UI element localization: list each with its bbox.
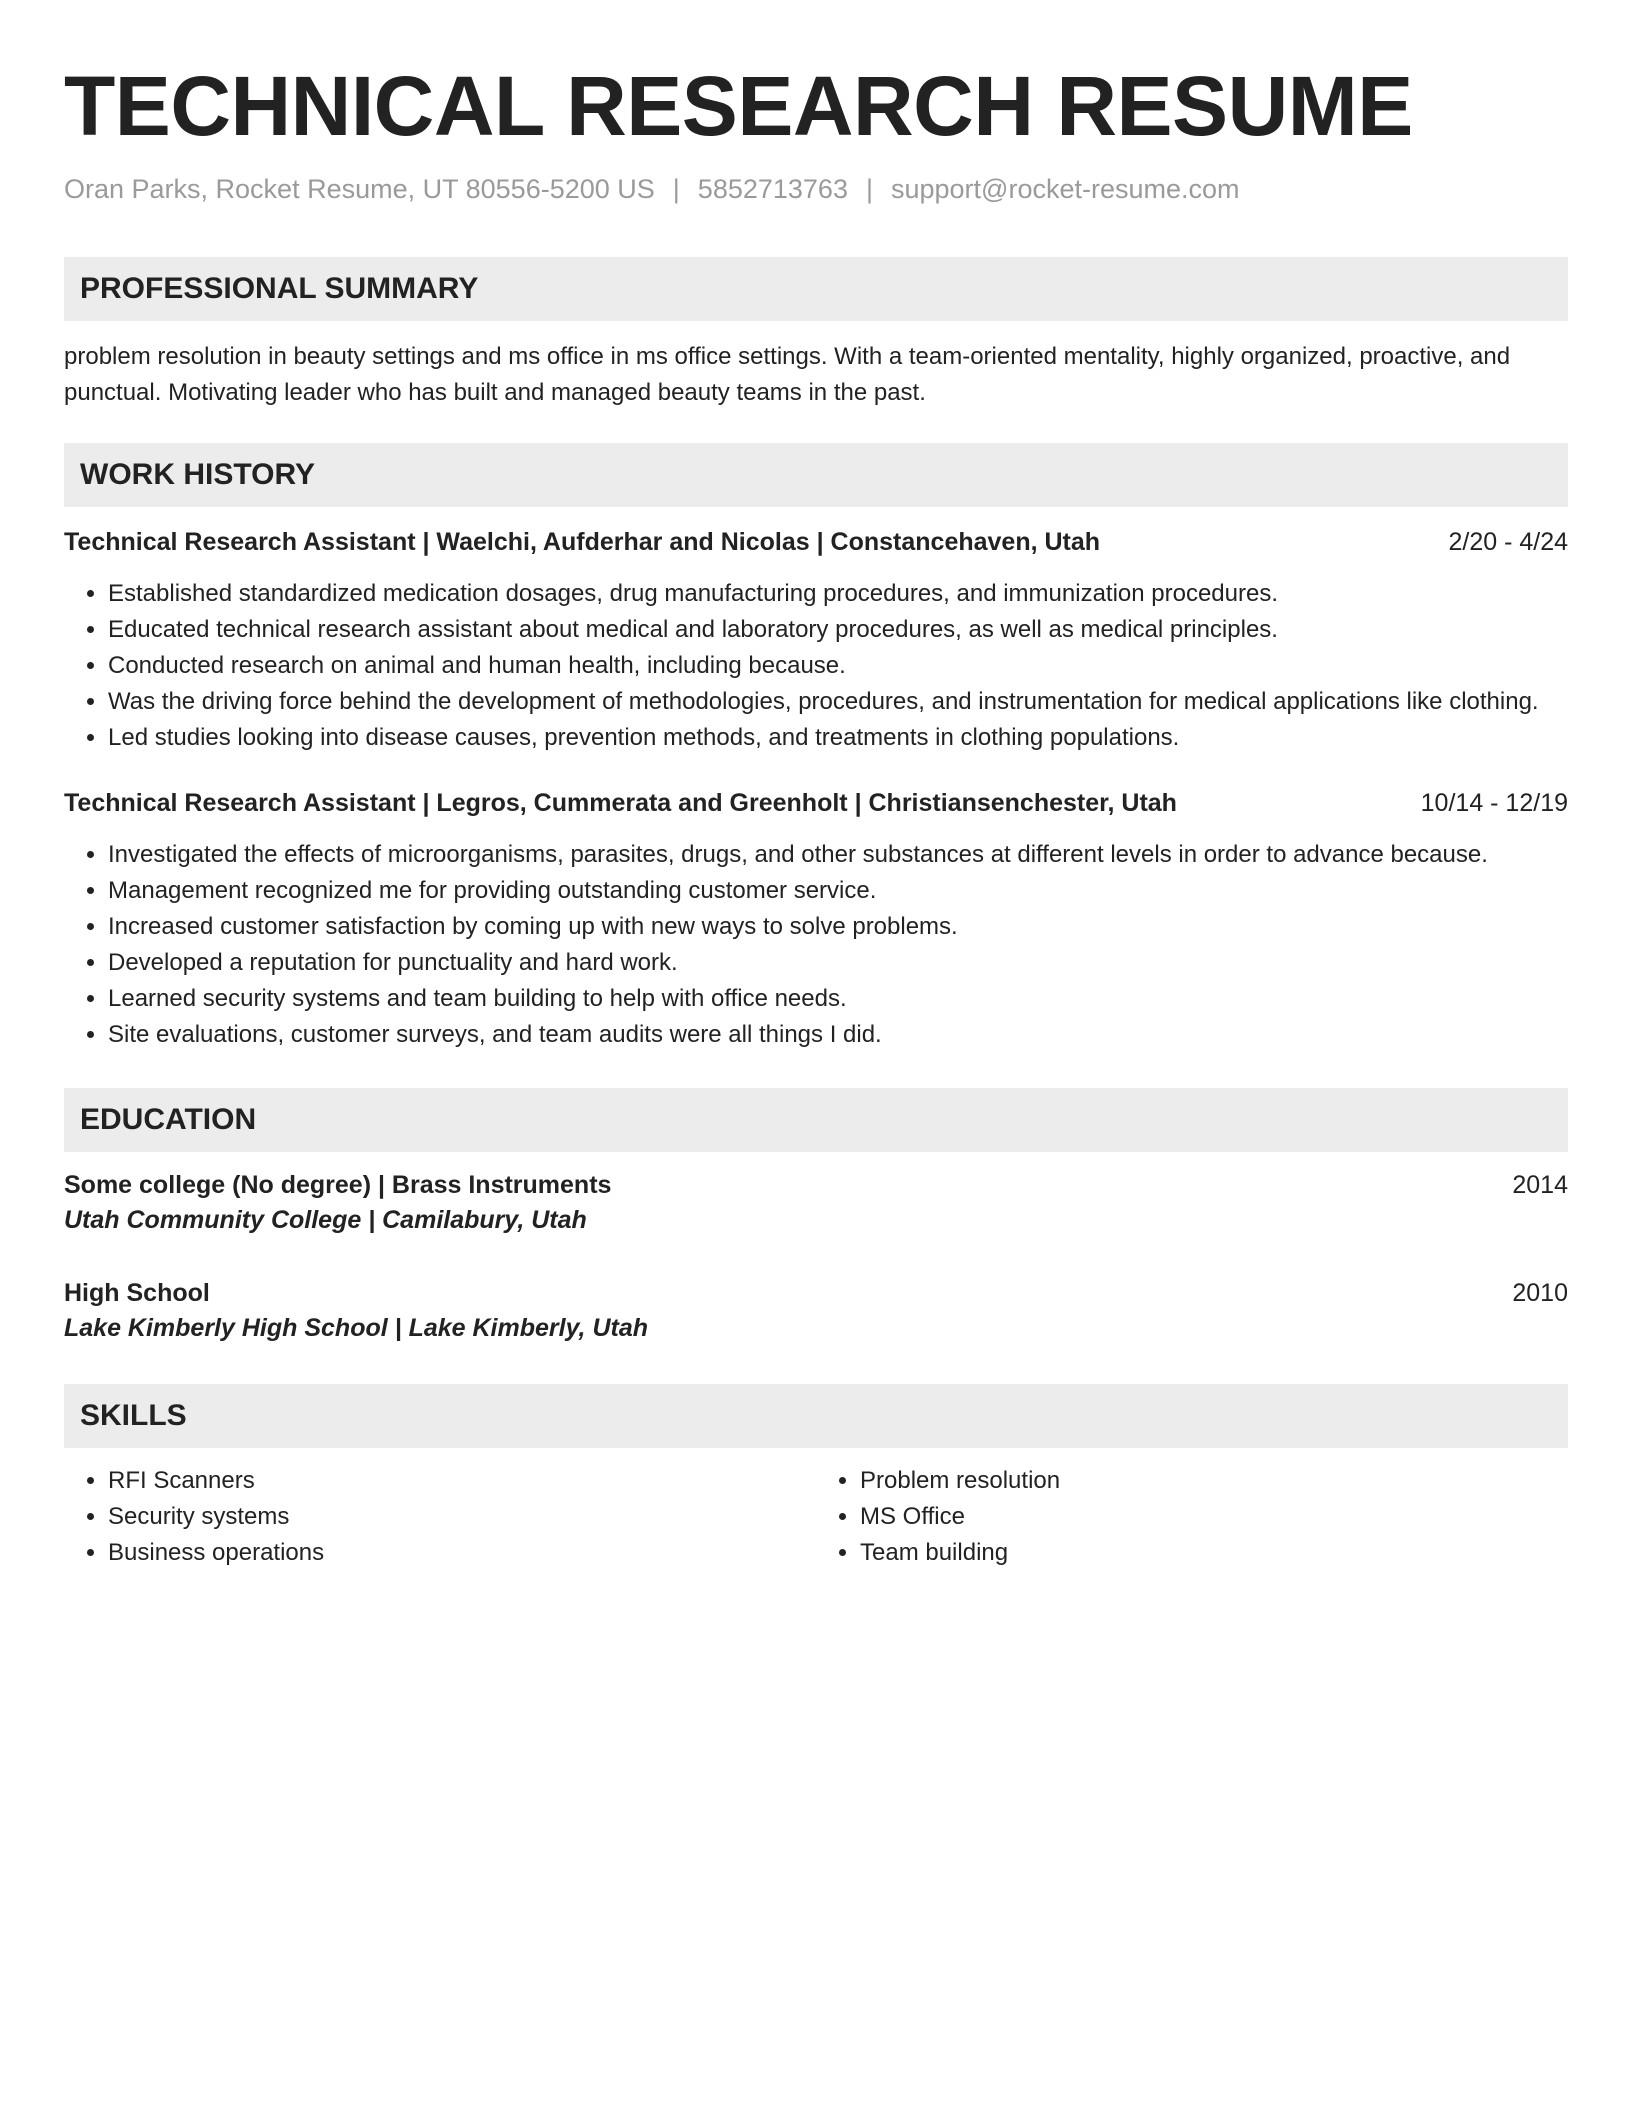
education-degree: High School	[64, 1279, 210, 1307]
skill-item: • MS Office	[860, 1499, 1568, 1535]
skill-item: • Team building	[860, 1535, 1568, 1571]
contact-separator: |	[865, 174, 873, 204]
resume-title: TECHNICAL RESEARCH RESUME	[64, 59, 1413, 153]
education-degree: Some college (No degree) | Brass Instruments	[64, 1171, 612, 1199]
job-bullet: • Conducted research on animal and human health, including because.	[108, 648, 1568, 684]
job-bullet: • Site evaluations, customer surveys, and team audits were all things I did.	[108, 1017, 1568, 1053]
contact-separator: |	[672, 174, 680, 204]
section-header-skills: SKILLS	[64, 1384, 1568, 1448]
job-entry-header	[64, 525, 1568, 559]
job-dates: 2/20 - 4/24	[1448, 528, 1568, 556]
job-title: Technical Research Assistant | Waelchi, Aufderhar and Nicolas | Constancehaven, Utah	[64, 528, 1101, 556]
job-bullet: • Increased customer satisfaction by coming up with new ways to solve problems.	[108, 909, 1568, 945]
job-bullet: • Educated technical research assistant about medical and laboratory procedures, as well as medical principles.	[108, 612, 1568, 648]
job-entry-header	[64, 786, 1568, 820]
job-bullet: • Established standardized medication dosages, drug manufacturing procedures, and immunization procedures.	[108, 576, 1568, 612]
contact-line	[64, 172, 1568, 206]
job-bullet: • Led studies looking into disease causes, prevention methods, and treatments in clothing populations.	[108, 720, 1568, 756]
summary-text: problem resolution in beauty settings and ms office in ms office settings. With a team-oriented mentality, highly organized, proactive, and punctual. Motivating leader who has built and managed beauty teams in the past.	[64, 343, 1511, 406]
education-entry-header	[64, 1276, 1568, 1310]
job-bullet-list	[64, 837, 1568, 1053]
skills-column-left	[64, 1463, 816, 1571]
job-bullet: • Management recognized me for providing outstanding customer service.	[108, 873, 1568, 909]
skill-item: • Business operations	[108, 1535, 816, 1571]
contact-email: support@rocket-resume.com	[890, 174, 1240, 204]
job-bullet: • Learned security systems and team building to help with office needs.	[108, 981, 1568, 1017]
education-year: 2010	[1512, 1279, 1568, 1307]
job-bullet-list	[64, 576, 1568, 756]
skills-grid	[64, 1463, 1568, 1571]
contact-phone: 5852713763	[697, 174, 848, 204]
skills-column-right	[816, 1463, 1568, 1571]
section-header-education: EDUCATION	[64, 1088, 1568, 1152]
job-bullet: • Was the driving force behind the development of methodologies, procedures, and instrumentation for medical applications like clothing.	[108, 684, 1568, 720]
job-bullet: • Investigated the effects of microorganisms, parasites, drugs, and other substances at different levels in order to advance because.	[108, 837, 1568, 873]
skill-item: • RFI Scanners	[108, 1463, 816, 1499]
education-entry-header	[64, 1168, 1568, 1202]
job-dates: 10/14 - 12/19	[1420, 789, 1568, 817]
education-school: Utah Community College | Camilabury, Utah	[64, 1206, 587, 1234]
education-school: Lake Kimberly High School | Lake Kimberly, Utah	[64, 1314, 648, 1342]
section-header-work-history: WORK HISTORY	[64, 443, 1568, 507]
contact-address: Oran Parks, Rocket Resume, UT 80556-5200 US	[64, 174, 655, 204]
job-title: Technical Research Assistant | Legros, Cummerata and Greenholt | Christiansenchester, Utah	[64, 789, 1177, 817]
skill-item: • Security systems	[108, 1499, 816, 1535]
education-year: 2014	[1512, 1171, 1568, 1199]
skill-item: • Problem resolution	[860, 1463, 1568, 1499]
job-bullet: • Developed a reputation for punctuality and hard work.	[108, 945, 1568, 981]
section-header-summary: PROFESSIONAL SUMMARY	[64, 257, 1568, 321]
